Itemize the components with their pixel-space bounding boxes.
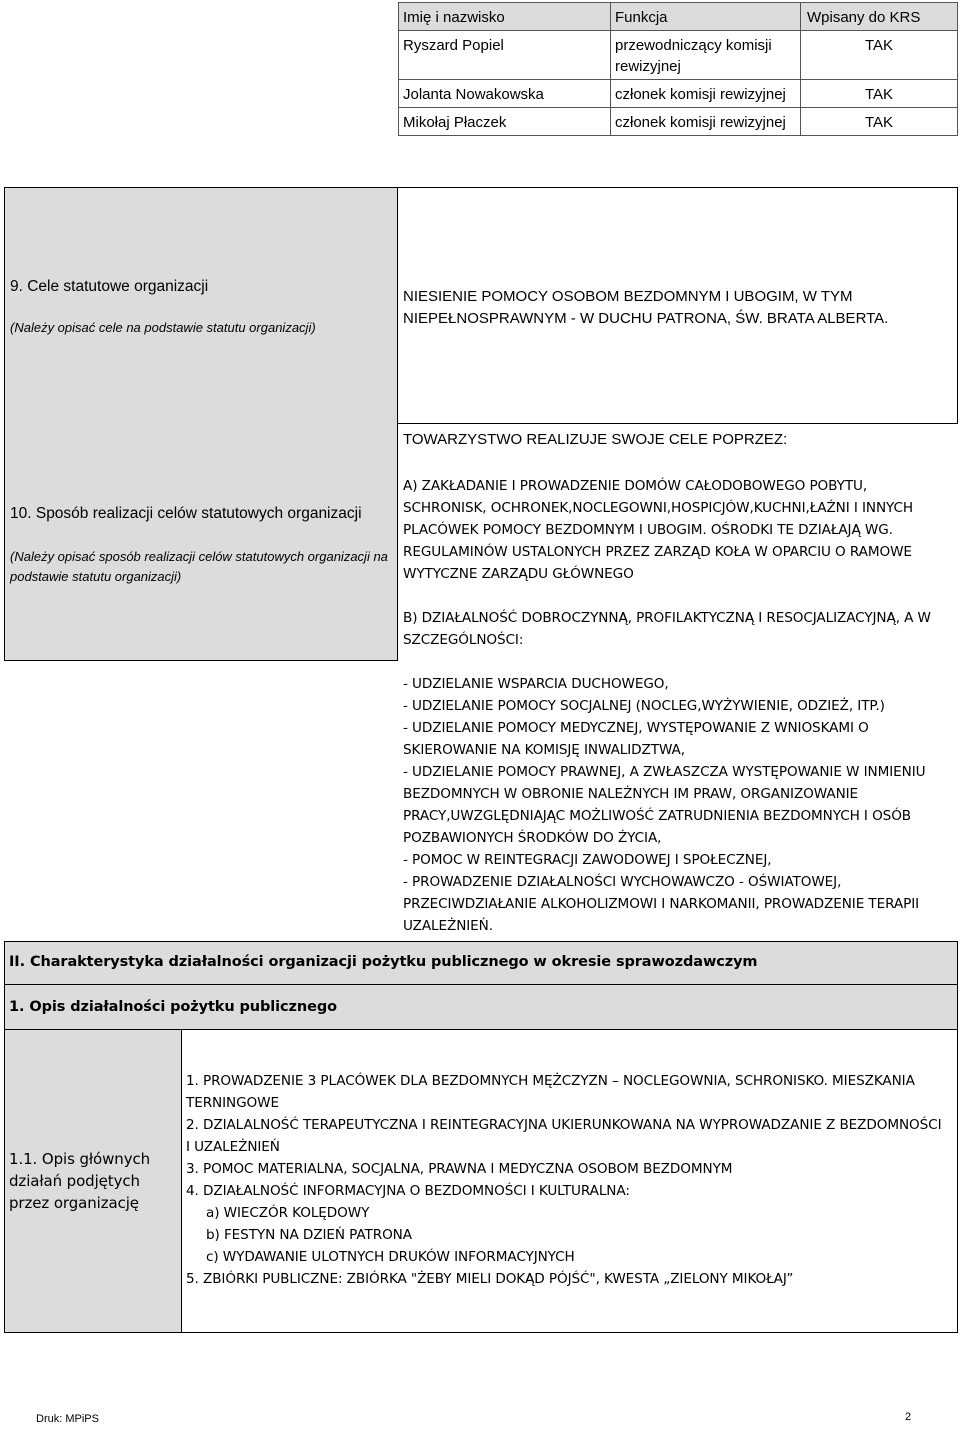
section9-title: 9. Cele statutowe organizacji <box>10 278 209 295</box>
table-row <box>399 31 958 80</box>
section10-note: (Należy opisać sposób realizacji celów statutowych organizacji na podstawie statutu organizacji) <box>10 549 388 584</box>
table-row <box>399 108 958 136</box>
member-name: Jolanta Nowakowska <box>399 80 611 108</box>
list-item: - UDZIELANIE POMOCY SOCJALNEJ (NOCLEG,WYŻYWIENIE, ODZIEŻ, ITP.) <box>403 698 885 714</box>
section-1-bar <box>4 985 958 1030</box>
section10-title: 10. Sposób realizacji celów statutowych organizacji <box>10 505 362 522</box>
part-ii-heading: II. Charakterystyka działalności organizacji pożytku publicznego w okresie sprawozdawczym <box>9 954 758 970</box>
members-table <box>398 2 958 136</box>
section10-para-b: B) DZIAŁALNOŚĆ DOBROCZYNNĄ, PROFILAKTYCZNĄ I RESOCJALIZACYJNĄ, A W SZCZEGÓLNOŚCI: <box>403 610 931 648</box>
list-item: - PROWADZENIE DZIAŁALNOŚCI WYCHOWAWCZO - OŚWIATOWEJ, PRZECIWDZIAŁANIE ALKOHOLIZMOWI I NARKOMANII, PROWADZENIE TERAPII UZALEŻNIEŃ. <box>403 874 920 934</box>
part-ii-heading-bar <box>4 941 958 985</box>
member-krs: TAK <box>801 31 958 80</box>
activity-subitem: b) FESTYN NA DZIEŃ PATRONA <box>206 1227 412 1243</box>
section9-note: (Należy opisać cele na podstawie statutu organizacji) <box>10 320 316 335</box>
member-role: członek komisji rewizyjnej <box>611 108 801 136</box>
header-krs: Wpisany do KRS <box>801 3 958 31</box>
activity-item: 5. ZBIÓRKI PUBLICZNE: ZBIÓRKA "ŻEBY MIELI DOKĄD PÓJŚĆ", KWESTA „ZIELONY MIKOŁAJ” <box>186 1271 794 1287</box>
section-1-1-label: 1.1. Opis głównych działań podjętych przez organizację <box>9 1150 151 1212</box>
section-1-1-label-box <box>4 1030 182 1333</box>
footer-print-label: Druk: MPiPS <box>36 1413 99 1425</box>
activity-subitem: a) WIECZÓR KOLĘDOWY <box>206 1205 370 1221</box>
list-item: - UDZIELANIE WSPARCIA DUCHOWEGO, <box>403 676 669 692</box>
page-number: 2 <box>905 1411 912 1423</box>
member-name: Ryszard Popiel <box>399 31 611 80</box>
member-role: przewodniczący komisji rewizyjnej <box>611 31 801 80</box>
table-row <box>399 80 958 108</box>
member-krs: TAK <box>801 108 958 136</box>
member-krs: TAK <box>801 80 958 108</box>
activities-list <box>186 1070 946 1290</box>
member-role: członek komisji rewizyjnej <box>611 80 801 108</box>
members-header-row <box>399 3 958 31</box>
header-role: Funkcja <box>611 3 801 31</box>
section10-para-a: A) ZAKŁADANIE I PROWADZENIE DOMÓW CAŁODOBOWEGO POBYTU, SCHRONISK, OCHRONEK,NOCLEGOWNI,HOSPICJÓW,KUCHNI,ŁAŹNI I INNYCH PLACÓWEK POMOCY BEZDOMNYM I UBOGIM. OŚRODKI TE DZIAŁAJĄ WG. REGULAMINÓW USTALONYCH PRZEZ ZARZĄD KOŁA W OPARCIU O RAMOWE WYTYCZNE ZARZĄDU GŁÓWNEGO <box>403 478 914 582</box>
list-item: - POMOC W REINTEGRACJI ZAWODOWEJ I SPOŁECZNEJ, <box>403 852 772 868</box>
activity-item: 2. DZIALALNOŚĆ TERAPEUTYCZNA I REINTEGRACYJNA UKIERUNKOWANA NA WYPROWADZANIE Z BEZDOMNOŚCI I UZALEŻNIEŃ <box>186 1117 942 1155</box>
section9-content: NIESIENIE POMOCY OSOBOM BEZDOMNYM I UBOGIM, W TYM NIEPEŁNOSPRAWNYM - W DUCHU PATRONA, ŚW. BRATA ALBERTA. <box>403 288 889 327</box>
activity-item: 3. POMOC MATERIALNA, SOCJALNA, PRAWNA I MEDYCZNA OSOBOM BEZDOMNYM <box>186 1161 733 1177</box>
activity-item: 1. PROWADZENIE 3 PLACÓWEK DLA BEZDOMNYCH MĘŻCZYZN – NOCLEGOWNIA, SCHRONISKO. MIESZKANIA TERNINGOWE <box>186 1073 915 1111</box>
left-label-panel <box>4 187 398 661</box>
section-1-heading: 1. Opis działalności pożytku publicznego <box>9 999 337 1015</box>
section10-list <box>403 673 943 937</box>
activity-item: 4. DZIAŁALNOŚĆ INFORMACYJNA O BEZDOMNOŚCI I KULTURALNA: <box>186 1183 630 1199</box>
list-item: - UDZIELANIE POMOCY MEDYCZNEJ, WYSTĘPOWANIE Z WNIOSKAMI O SKIEROWANIE NA KOMISJĘ INWALIDZTWA, <box>403 720 869 758</box>
header-name: Imię i nazwisko <box>399 3 611 31</box>
activities-box <box>182 1030 958 1333</box>
section10-intro: TOWARZYSTWO REALIZUJE SWOJE CELE POPRZEZ: <box>403 431 788 448</box>
list-item: - UDZIELANIE POMOCY PRAWNEJ, A ZWŁASZCZA WYSTĘPOWANIE W INMIENIU BEZDOMNYCH W OBRONIE NALEŻNYCH IM PRAW, ORGANIZOWANIE PRACY,UWZGLĘDNIAJĄC MOŻLIWOŚĆ ZATRUDNIENIA BEZDOMNYCH I OSÓB POZBAWIONYCH ŚRODKÓW DO ŻYCIA, <box>403 764 926 846</box>
activity-subitem: c) WYDAWANIE ULOTNYCH DRUKÓW INFORMACYJNYCH <box>206 1249 575 1265</box>
member-name: Mikołaj Płaczek <box>399 108 611 136</box>
